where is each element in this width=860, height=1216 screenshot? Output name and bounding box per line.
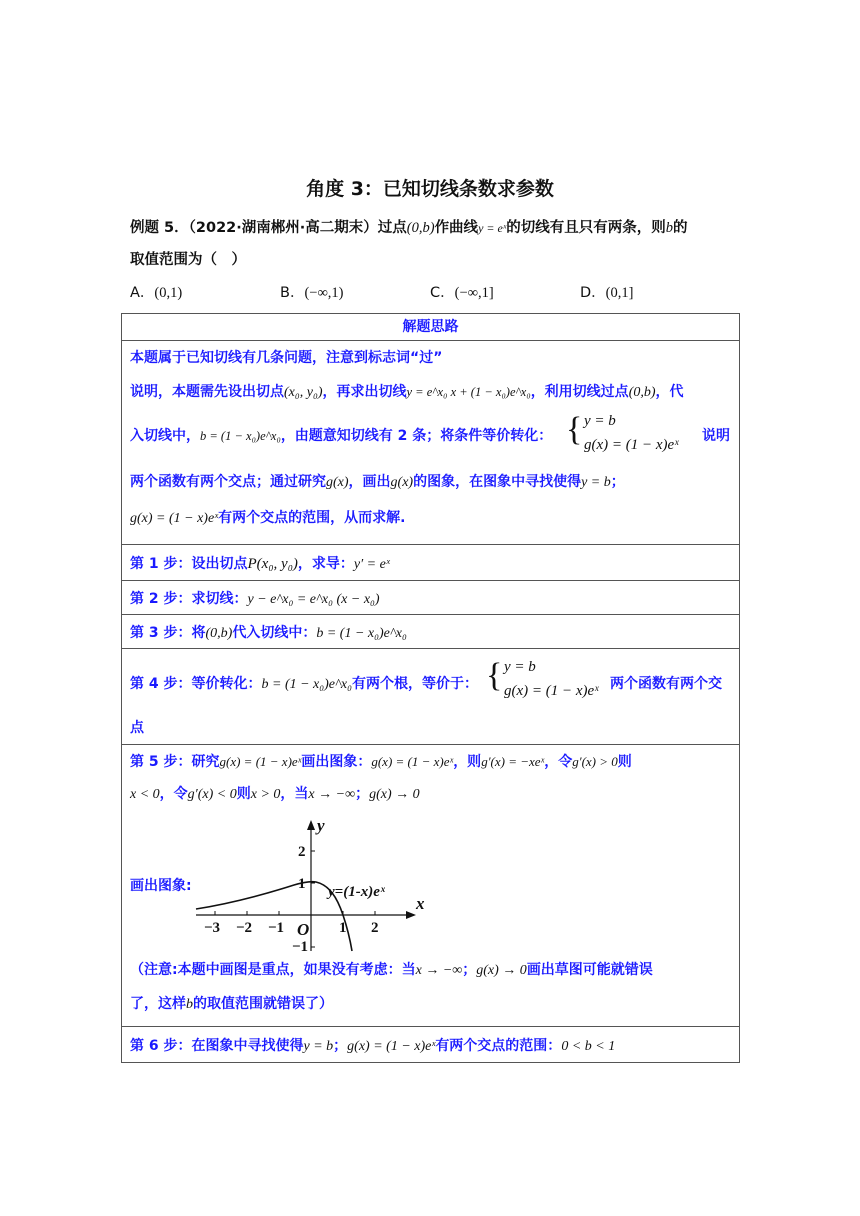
step-math: g′(x) > 0: [572, 754, 618, 769]
step-math: g(x) = (1 − x)eˣ: [371, 754, 454, 769]
step-math: g(x) = (1 − x)eˣ: [347, 1039, 436, 1054]
choice-value: (−∞,1): [304, 285, 344, 301]
choice-d[interactable]: [580, 281, 633, 302]
choice-letter: A．: [130, 285, 155, 301]
step-6-content: [130, 1035, 615, 1055]
example-statement: [130, 216, 730, 237]
step-4: [122, 648, 739, 744]
intro-text: ，代: [655, 384, 684, 400]
solution-table: [121, 313, 740, 1063]
page-title: 角度 3：已知切线条数求参数: [306, 178, 554, 200]
note-text: ；: [462, 962, 477, 978]
intro-math: (x₀, y₀): [284, 385, 323, 400]
example-text: 过点: [377, 220, 407, 236]
example-line-2: 取值范围为（ ）: [130, 252, 246, 268]
step-text: ，求导：: [297, 556, 354, 572]
note-text: 的取值范围就错误了）: [193, 996, 333, 1012]
note-math: x → −∞: [415, 963, 463, 978]
intro-line-1: 本题属于已知切线有几条问题，注意到标志词“过”: [130, 350, 443, 366]
tick-label-y-m1: −1: [292, 939, 309, 953]
intro-line-5: [130, 507, 405, 527]
intro-math: g(x): [390, 475, 414, 490]
example-text: 的: [672, 220, 688, 236]
choice-a[interactable]: [130, 281, 182, 302]
step-4-content: [130, 673, 478, 693]
step-math: y′ = eˣ: [353, 557, 390, 572]
step-6: [122, 1026, 739, 1062]
step-math: b = (1 − x₀)e^x₀: [316, 626, 407, 641]
solution-intro: [122, 340, 739, 544]
y-axis-arrow: [307, 820, 315, 830]
step-math: y − e^x₀ = e^x₀ (x − x₀): [247, 592, 380, 607]
step-5: [122, 744, 739, 1026]
intro-text: 的图象，在图象中寻找使得: [413, 474, 582, 490]
intro-text: 两个函数有两个交点；通过研究: [130, 474, 326, 490]
origin-label: O: [297, 920, 310, 939]
step-math: g(x) → 0: [369, 787, 420, 802]
intro-text: ，由题意知切线有 2 条；将条件等价转化：: [280, 428, 553, 444]
choice-letter: C．: [430, 285, 455, 301]
step-text: 第 3 步：将: [130, 625, 206, 641]
tick-label-y-1: 1: [298, 876, 306, 892]
example-curve: y = eˣ: [478, 221, 507, 235]
step-text: ，令: [159, 786, 188, 802]
intro-math: (0,b): [628, 385, 656, 400]
step-2: [122, 580, 739, 614]
x-axis-arrow: [406, 911, 416, 919]
example-label: 例题 5．: [130, 220, 189, 236]
note-text: （注意:本题中画图是重点，如果没有考虑：当: [130, 962, 416, 978]
step-text: 则: [617, 754, 632, 770]
intro-text: ，利用切线过点: [530, 384, 629, 400]
step-text: ，则: [453, 754, 482, 770]
example-var: b: [665, 220, 673, 236]
note-line-1: [130, 959, 653, 979]
step-math: b = (1 − x₀)e^x₀: [261, 677, 353, 692]
step-math: g′(x) = −xeˣ: [481, 754, 545, 769]
step-text: 第 1 步：设出切点: [130, 556, 248, 572]
y-axis-label: y: [317, 816, 325, 835]
intro-math: b = (1 − x₀)e^x₀: [200, 429, 281, 443]
example-source: （2022·湖南郴州·高二期末）: [188, 220, 378, 236]
example-text: 作曲线: [434, 220, 479, 236]
intro-text: ，再求出切线: [322, 384, 407, 400]
intro-text: 入切线中，: [130, 428, 200, 444]
choice-letter: D．: [580, 285, 606, 301]
step-text: 第 5 步：研究: [130, 754, 220, 770]
step-math: P(x₀, y₀): [247, 556, 298, 572]
step-text: ；: [355, 786, 370, 802]
choice-value: (−∞,1]: [454, 285, 494, 301]
step-2-content: [130, 588, 380, 608]
step-1: [122, 544, 739, 580]
solution-header: 解题思路: [402, 319, 459, 335]
tick-label-x-1: 1: [339, 920, 347, 936]
step-text: 则: [236, 786, 251, 802]
step-text: 画出图象：: [301, 754, 372, 770]
system-line-1: y = b: [504, 659, 536, 675]
graph-label: 画出图象:: [130, 878, 192, 894]
step-math: g(x) = (1 − x)eˣ: [219, 754, 302, 769]
intro-math: g(x) = (1 − x)eˣ: [130, 511, 219, 526]
tick-label-x-m1: −1: [268, 920, 285, 936]
step-text: 两个函数有两个交: [610, 676, 722, 692]
step-text: 有两个交点的范围：: [435, 1038, 562, 1054]
step-math: g′(x) < 0: [187, 787, 237, 802]
choice-c[interactable]: [430, 281, 494, 302]
step-math: (0,b): [205, 626, 233, 641]
x-axis-label: x: [416, 894, 425, 913]
step-3-content: [130, 622, 407, 642]
note-line-2: [130, 993, 333, 1013]
step-math: y = b: [303, 1039, 334, 1054]
step-text: 第 2 步：求切线：: [130, 591, 248, 607]
intro-text: 说明: [702, 428, 730, 444]
intro-text: ，画出: [348, 474, 391, 490]
intro-text: 说明，本题需先设出切点: [130, 384, 284, 400]
choice-value: (0,1]: [605, 285, 634, 301]
tick-label-y-2: 2: [298, 844, 306, 860]
intro-line-3: [130, 425, 552, 445]
example-point: (0,b): [406, 220, 435, 236]
choice-value: (0,1): [154, 285, 183, 301]
step-5-line-1: [130, 751, 632, 771]
example-text: 的切线有且只有两条，则: [506, 220, 666, 236]
choice-letter: B．: [280, 285, 305, 301]
step-math: x → −∞: [308, 787, 356, 802]
step-text: ，令: [544, 754, 573, 770]
note-text: 了，这样: [130, 996, 186, 1012]
intro-math: g(x): [326, 475, 349, 490]
step-text: 第 6 步：在图象中寻找使得: [130, 1038, 304, 1054]
system-line-1: y = b: [584, 413, 616, 429]
step-3: [122, 614, 739, 648]
step-text: ，当: [280, 786, 309, 802]
tick-label-x-m3: −3: [204, 920, 221, 936]
note-math: b: [186, 997, 193, 1012]
intro-line-2: [130, 381, 684, 401]
note-text: 画出草图可能就错误: [526, 962, 653, 978]
intro-text: ；: [610, 474, 625, 490]
step-math: x > 0: [250, 787, 281, 802]
intro-text: 有两个交点的范围，从而求解.: [218, 510, 406, 526]
tick-label-x-2: 2: [371, 920, 379, 936]
tick-label-x-m2: −2: [236, 920, 253, 936]
step-text: 有两个根，等价于：: [352, 676, 479, 692]
intro-math: y = b: [581, 475, 611, 490]
brace-glyph: {: [486, 657, 503, 694]
intro-math: y = e^x₀ x + (1 − x₀)e^x₀: [406, 385, 531, 399]
step-text: 点: [130, 720, 144, 736]
intro-line-4: [130, 471, 625, 491]
step-1-content: [130, 553, 390, 573]
step-5-line-2: [130, 783, 420, 803]
system-line-2: g(x) = (1 − x)eˣ: [504, 683, 599, 699]
step-text: 第 4 步：等价转化：: [130, 676, 262, 692]
choice-b[interactable]: [280, 281, 344, 302]
brace-glyph: {: [566, 411, 583, 448]
step-math: 0 < b < 1: [561, 1039, 616, 1054]
function-graph: [194, 815, 434, 953]
note-math: g(x) → 0: [476, 963, 527, 978]
step-text: 代入切线中：: [232, 625, 317, 641]
curve-label: y=(1-x)eˣ: [328, 884, 385, 900]
system-line-2: g(x) = (1 − x)eˣ: [584, 437, 679, 453]
step-math: x < 0: [130, 787, 160, 802]
step-text: ；: [333, 1038, 348, 1054]
